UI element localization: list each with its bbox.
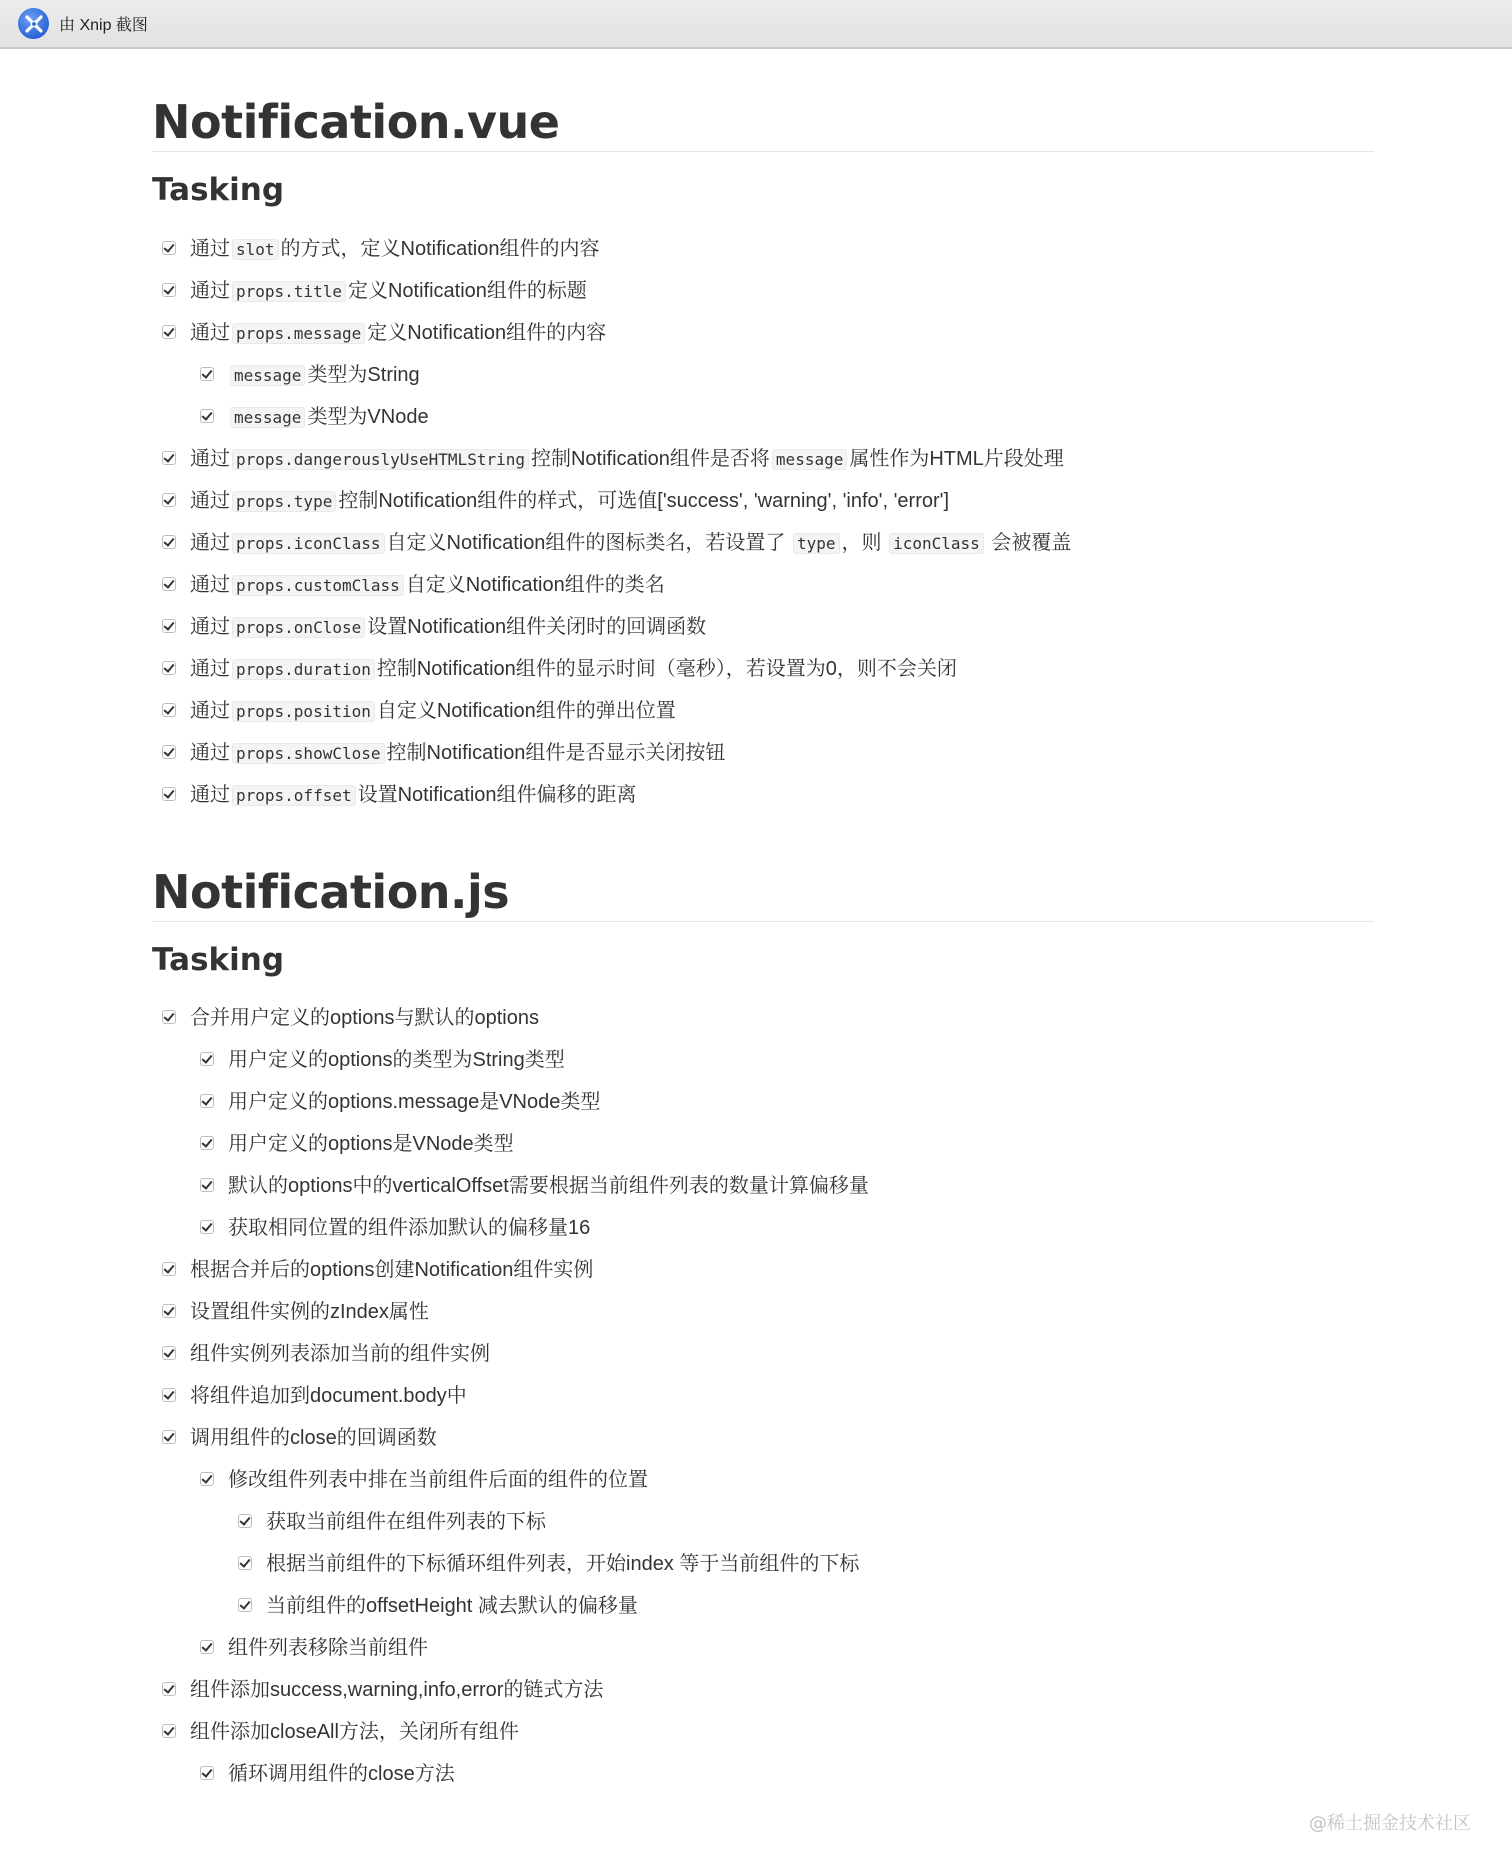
task-item: [152, 606, 1374, 648]
task-text: 根据合并后的options创建Notification组件实例: [190, 1259, 594, 1282]
inline-code: props.duration: [232, 659, 375, 680]
task-text: 通过: [190, 531, 230, 554]
task-item: [152, 438, 1374, 480]
task-item: [152, 1123, 1374, 1165]
task-text: 组件列表移除当前组件: [228, 1637, 428, 1660]
checkbox-checked-icon[interactable]: [162, 535, 176, 549]
task-text: 自定义Notification组件的图标类名，若设置了: [386, 531, 791, 554]
task-item: [152, 1627, 1374, 1669]
checkbox-checked-icon[interactable]: [162, 1724, 176, 1738]
task-text: 用户定义的options是VNode类型: [228, 1133, 514, 1156]
task-item: [152, 1165, 1374, 1207]
checkbox-checked-icon[interactable]: [162, 1430, 176, 1444]
checkbox-checked-icon[interactable]: [238, 1598, 252, 1612]
task-text: 将组件追加到document.body中: [190, 1385, 467, 1408]
task-text: 调用组件的close的回调函数: [190, 1427, 437, 1450]
task-text: 设置组件实例的zIndex属性: [190, 1301, 429, 1324]
task-text: 组件添加closeAll方法，关闭所有组件: [190, 1721, 519, 1744]
task-text: 当前组件的offsetHeight 减去默认的偏移量: [266, 1595, 638, 1618]
task-item: [152, 1711, 1374, 1753]
task-text: 控制Notification组件的显示时间（毫秒），若设置为0，则不会关闭: [376, 657, 957, 680]
checkbox-checked-icon[interactable]: [162, 619, 176, 633]
checkbox-checked-icon[interactable]: [162, 745, 176, 759]
task-item: [152, 522, 1374, 564]
task-item: [152, 1207, 1374, 1249]
task-item: [152, 1417, 1374, 1459]
inline-code: props.customClass: [232, 575, 404, 596]
checkbox-checked-icon[interactable]: [162, 325, 176, 339]
task-item: [152, 1459, 1374, 1501]
checkbox-checked-icon[interactable]: [200, 1094, 214, 1108]
inline-code: props.position: [232, 701, 375, 722]
task-item: [152, 270, 1374, 312]
task-item: [152, 480, 1374, 522]
inline-code: props.iconClass: [232, 533, 385, 554]
task-item: [152, 732, 1374, 774]
document: [152, 96, 1374, 1795]
task-item: [152, 564, 1374, 606]
inline-code: props.onClose: [232, 617, 365, 638]
task-text: 定义Notification组件的标题: [347, 279, 587, 302]
checkbox-checked-icon[interactable]: [162, 451, 176, 465]
checkbox-checked-icon[interactable]: [200, 1136, 214, 1150]
task-text: 合并用户定义的options与默认的options: [190, 1007, 539, 1030]
task-item: [152, 774, 1374, 816]
task-text: 通过: [190, 447, 230, 470]
task-item: [152, 648, 1374, 690]
task-text: 通过: [190, 615, 230, 638]
task-item: [152, 312, 1374, 354]
doc-section: [152, 866, 1374, 1796]
task-text: 设置Notification组件偏移的距离: [357, 783, 637, 806]
task-item: [152, 1669, 1374, 1711]
task-text: ，则: [841, 531, 888, 554]
checkbox-checked-icon[interactable]: [162, 1346, 176, 1360]
inline-code: props.dangerouslyUseHTMLString: [232, 449, 529, 470]
checkbox-checked-icon[interactable]: [162, 493, 176, 507]
checkbox-checked-icon[interactable]: [162, 787, 176, 801]
task-item: [152, 354, 1374, 396]
task-text: 通过: [190, 699, 230, 722]
checkbox-checked-icon[interactable]: [162, 1262, 176, 1276]
task-text: 用户定义的options的类型为String类型: [228, 1049, 565, 1072]
task-item: [152, 1333, 1374, 1375]
inline-code: message: [772, 449, 847, 470]
checkbox-checked-icon[interactable]: [200, 1766, 214, 1780]
task-text: 通过: [190, 657, 230, 680]
checkbox-checked-icon[interactable]: [200, 409, 214, 423]
task-text: 定义Notification组件的内容: [367, 321, 607, 344]
task-text: 通过: [190, 573, 230, 596]
task-text: 控制Notification组件的样式，可选值['success', 'warning', 'info', 'error']: [338, 489, 950, 512]
task-item: [152, 690, 1374, 732]
checkbox-checked-icon[interactable]: [200, 1640, 214, 1654]
task-text: 默认的options中的verticalOffset需要根据当前组件列表的数量计算偏移量: [228, 1175, 869, 1198]
checkbox-checked-icon[interactable]: [162, 241, 176, 255]
task-item: [152, 1585, 1374, 1627]
task-text: 组件实例列表添加当前的组件实例: [190, 1343, 490, 1366]
window-titlebar: [0, 0, 1512, 49]
checkbox-checked-icon[interactable]: [238, 1514, 252, 1528]
task-text: 会被覆盖: [985, 531, 1072, 554]
inline-code: props.message: [232, 323, 365, 344]
task-item: [152, 1543, 1374, 1585]
task-item: [152, 396, 1374, 438]
inline-code: iconClass: [889, 533, 984, 554]
checkbox-checked-icon[interactable]: [162, 1682, 176, 1696]
checkbox-checked-icon[interactable]: [200, 1178, 214, 1192]
task-item: [152, 228, 1374, 270]
task-text: 组件添加success,warning,info,error的链式方法: [190, 1679, 604, 1702]
checkbox-checked-icon[interactable]: [200, 1052, 214, 1066]
task-item: [152, 1039, 1374, 1081]
task-text: 用户定义的options.message是VNode类型: [228, 1091, 601, 1114]
task-text: 获取相同位置的组件添加默认的偏移量16: [228, 1217, 591, 1240]
task-item: [152, 997, 1374, 1039]
task-text: 通过: [190, 279, 230, 302]
task-text: 循环调用组件的close方法: [228, 1763, 455, 1786]
subsection-heading: Tasking: [152, 941, 285, 978]
task-item: [152, 1081, 1374, 1123]
task-item: [152, 1501, 1374, 1543]
checkbox-checked-icon[interactable]: [238, 1556, 252, 1570]
checkbox-checked-icon[interactable]: [162, 661, 176, 675]
inline-code: message: [230, 407, 305, 428]
task-text: 通过: [190, 489, 230, 512]
xnip-app-icon[interactable]: [18, 8, 49, 39]
inline-code: slot: [232, 239, 279, 260]
task-text: 修改组件列表中排在当前组件后面的组件的位置: [228, 1469, 648, 1492]
doc-section: [152, 96, 1374, 816]
task-text: 属性作为HTML片段处理: [849, 447, 1064, 470]
task-text: 的方式，定义Notification组件的内容: [280, 237, 600, 260]
task-text: 控制Notification组件是否将: [530, 447, 770, 470]
task-text: 通过: [190, 783, 230, 806]
task-text: 设置Notification组件关闭时的回调函数: [367, 615, 707, 638]
checkbox-checked-icon[interactable]: [200, 1220, 214, 1234]
task-item: [152, 1291, 1374, 1333]
task-text: 根据当前组件的下标循环组件列表，开始index 等于当前组件的下标: [266, 1553, 860, 1576]
section-heading: Notification.vue: [152, 96, 1374, 152]
checkbox-checked-icon[interactable]: [162, 703, 176, 717]
task-list: [152, 228, 1374, 816]
subsection-heading: Tasking: [152, 172, 285, 209]
checkbox-checked-icon[interactable]: [162, 1388, 176, 1402]
inline-code: props.showClose: [232, 743, 385, 764]
task-text: 获取当前组件在组件列表的下标: [266, 1511, 546, 1534]
task-text: 自定义Notification组件的类名: [405, 573, 665, 596]
task-text: 通过: [190, 321, 230, 344]
section-heading: Notification.js: [152, 866, 1374, 922]
task-item: [152, 1249, 1374, 1291]
watermark: @稀土掘金技术社区: [1309, 1813, 1471, 1834]
task-text: 控制Notification组件是否显示关闭按钮: [386, 741, 726, 764]
checkbox-checked-icon[interactable]: [162, 1304, 176, 1318]
inline-code: props.title: [232, 281, 346, 302]
task-item: [152, 1753, 1374, 1795]
inline-code: type: [793, 533, 840, 554]
inline-code: message: [230, 365, 305, 386]
task-item: [152, 1375, 1374, 1417]
window-title: 由 Xnip 截图: [59, 17, 148, 34]
inline-code: props.type: [232, 491, 336, 512]
inline-code: props.offset: [232, 785, 356, 806]
task-text: 类型为String: [307, 363, 420, 386]
checkbox-checked-icon[interactable]: [162, 577, 176, 591]
checkbox-checked-icon[interactable]: [200, 1472, 214, 1486]
checkbox-checked-icon[interactable]: [162, 1010, 176, 1024]
task-text: 自定义Notification组件的弹出位置: [376, 699, 676, 722]
checkbox-checked-icon[interactable]: [162, 283, 176, 297]
task-text: 通过: [190, 741, 230, 764]
task-text: 类型为VNode: [307, 405, 429, 428]
task-text: 通过: [190, 237, 230, 260]
checkbox-checked-icon[interactable]: [200, 367, 214, 381]
task-list: [152, 997, 1374, 1795]
